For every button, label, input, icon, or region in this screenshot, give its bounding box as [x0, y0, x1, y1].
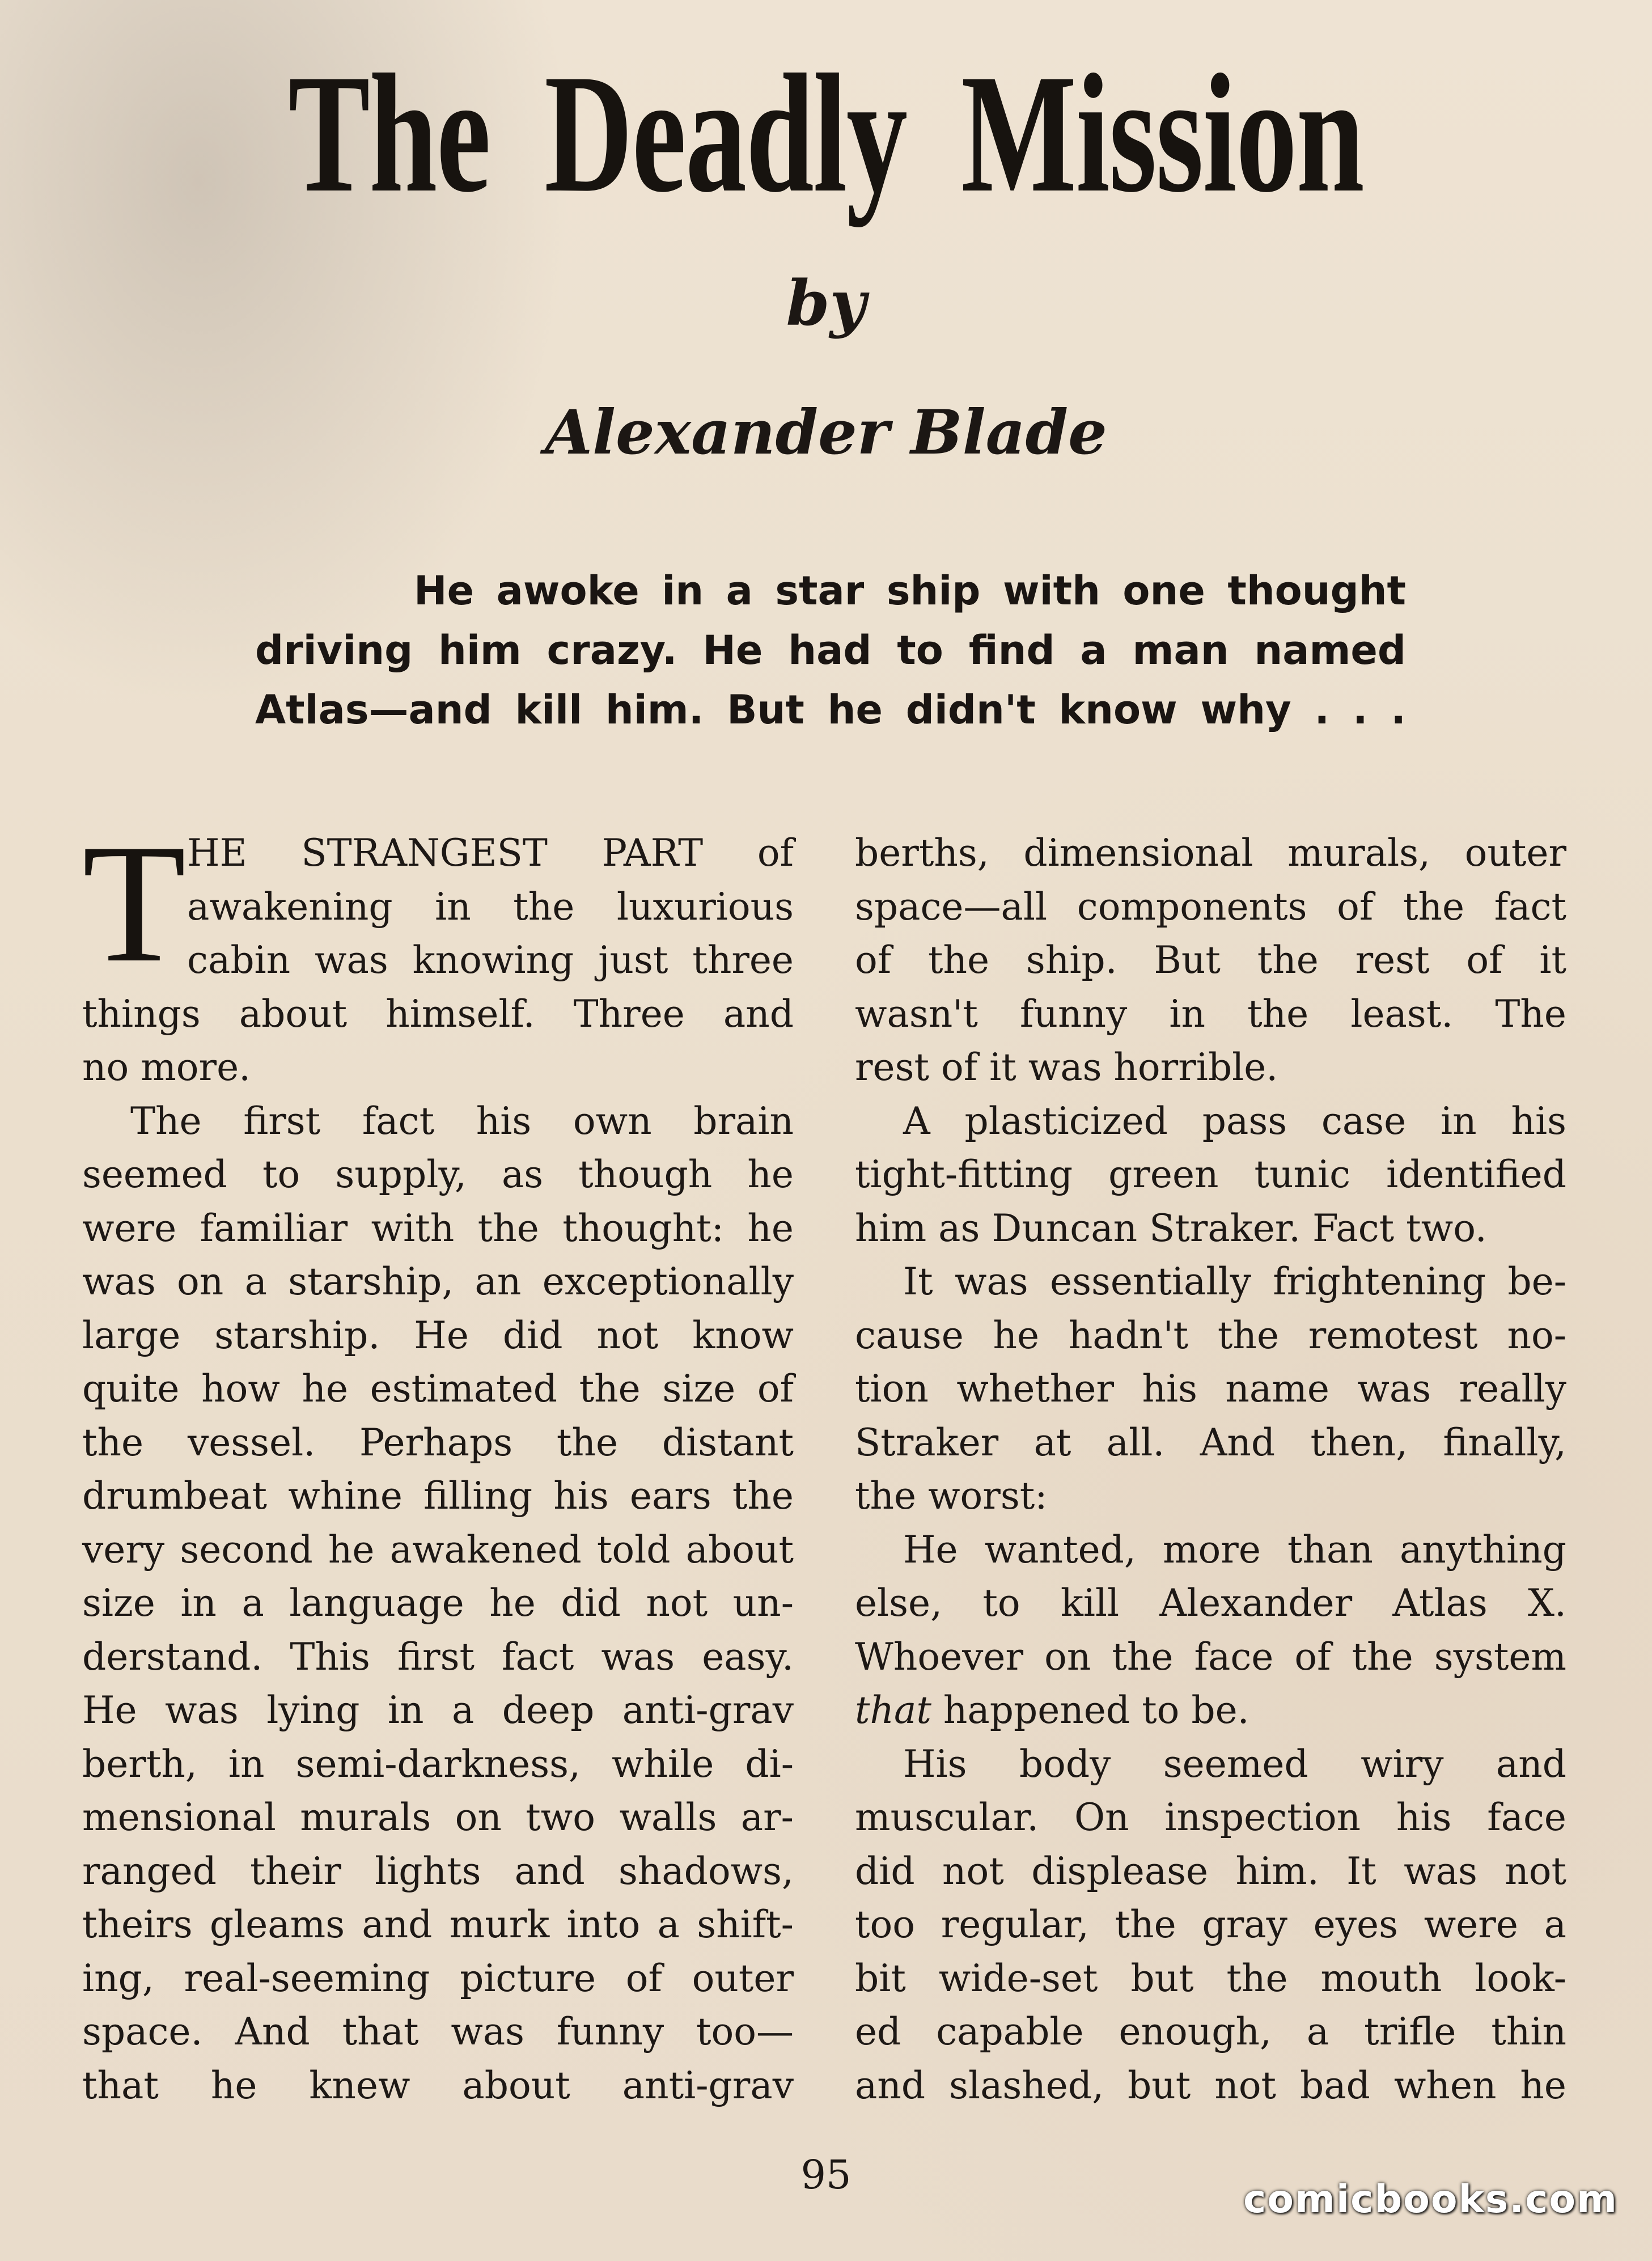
text-line: space—all components of the fact: [855, 884, 1566, 929]
text-line: did not displease him. It was not: [855, 1849, 1566, 1893]
text-line: seemed to supply, as though he: [82, 1153, 794, 1196]
text-line: He was lying in a deep anti-grav: [82, 1688, 794, 1732]
text-line: quite how he estimated the size of: [82, 1367, 794, 1411]
blurb-line: Atlas—and kill him. But he didn't know why . . .: [255, 687, 1406, 733]
text-line: tight-fitting green tunic identified: [855, 1153, 1566, 1196]
text-line: awakening in the luxurious: [187, 884, 794, 929]
text-line: theirs gleams and murk into a shift-: [82, 1903, 794, 1946]
text-line: him as Duncan Straker. Fact two.: [855, 1206, 1487, 1250]
text-line: space. And that was funny too—: [82, 2010, 794, 2053]
text-line: was on a starship, an exceptionally: [82, 1260, 794, 1303]
text-line: very second he awakened told about: [82, 1527, 794, 1572]
author-name: Alexander Blade: [545, 397, 1107, 468]
text-line: the vessel. Perhaps the distant: [82, 1420, 794, 1464]
text-line: He wanted, more than anything: [903, 1527, 1566, 1572]
text-line: berth, in semi-darkness, while di-: [82, 1742, 794, 1786]
text-line: [855, 1684, 1566, 1738]
page-number: 95: [800, 2152, 852, 2198]
blurb-line: He awoke in a star ship with one thought: [414, 568, 1406, 614]
site-watermark: comicbooks.com: [1243, 2177, 1618, 2222]
text-line: of the ship. But the rest of it: [855, 938, 1566, 982]
text-line: Whoever on the face of the system: [855, 1635, 1566, 1679]
text-line: large starship. He did not know: [82, 1313, 794, 1357]
text-line: too regular, the gray eyes were a: [855, 1903, 1566, 1946]
text-line: His body seemed wiry and: [903, 1742, 1566, 1786]
text-line: size in a language he did not un-: [82, 1581, 794, 1625]
text-line: The first fact his own brain: [130, 1099, 794, 1143]
text-line: ed capable enough, a trifle thin: [855, 2010, 1566, 2053]
story-title: The Deadly Mission: [288, 39, 1364, 227]
drop-cap: T: [82, 809, 187, 997]
text-line: berths, dimensional murals, outer: [855, 831, 1566, 875]
text-column-left: [82, 809, 794, 2112]
opening-paragraph: [82, 809, 794, 997]
text-line: were familiar with the thought: he: [82, 1206, 794, 1250]
text-fragment: happened to be.: [943, 1688, 1249, 1732]
text-line: no more.: [82, 1045, 251, 1089]
byline: by: [786, 266, 866, 340]
text-line: Straker at all. And then, finally,: [855, 1420, 1566, 1464]
text-line: rest of it was horrible.: [855, 1045, 1278, 1089]
text-line: It was essentially frightening be-: [903, 1260, 1566, 1303]
text-line: else, to kill Alexander Atlas X.: [855, 1581, 1566, 1625]
text-line: muscular. On inspection his face: [855, 1796, 1566, 1839]
text-line: derstand. This first fact was easy.: [82, 1635, 794, 1679]
text-line: HE STRANGEST PART of: [187, 831, 794, 875]
blurb-line: driving him crazy. He had to find a man named: [255, 627, 1406, 674]
text-line: A plasticized pass case in his: [903, 1099, 1566, 1143]
text-line: things about himself. Three and: [82, 992, 794, 1036]
text-line: ranged their lights and shadows,: [82, 1849, 794, 1893]
story-blurb: [255, 561, 1406, 740]
text-line: tion whether his name was really: [855, 1367, 1566, 1411]
text-line: cabin was knowing just three: [187, 938, 794, 982]
text-line: the worst:: [855, 1474, 1048, 1518]
text-line: bit wide-set but the mouth look-: [855, 1956, 1566, 2000]
text-line: that he knew about anti-grav: [82, 2063, 794, 2107]
text-line: cause he hadn't the remotest no-: [855, 1313, 1566, 1357]
text-line: wasn't funny in the least. The: [855, 992, 1566, 1036]
text-line: and slashed, but not bad when he: [855, 2063, 1566, 2107]
text-line: drumbeat whine filling his ears the: [82, 1474, 794, 1518]
text-column-right: [855, 827, 1566, 2112]
emphasized-word: that: [855, 1688, 931, 1732]
text-line: ing, real-seeming picture of outer: [82, 1956, 794, 2000]
text-line: mensional murals on two walls ar-: [82, 1796, 794, 1839]
